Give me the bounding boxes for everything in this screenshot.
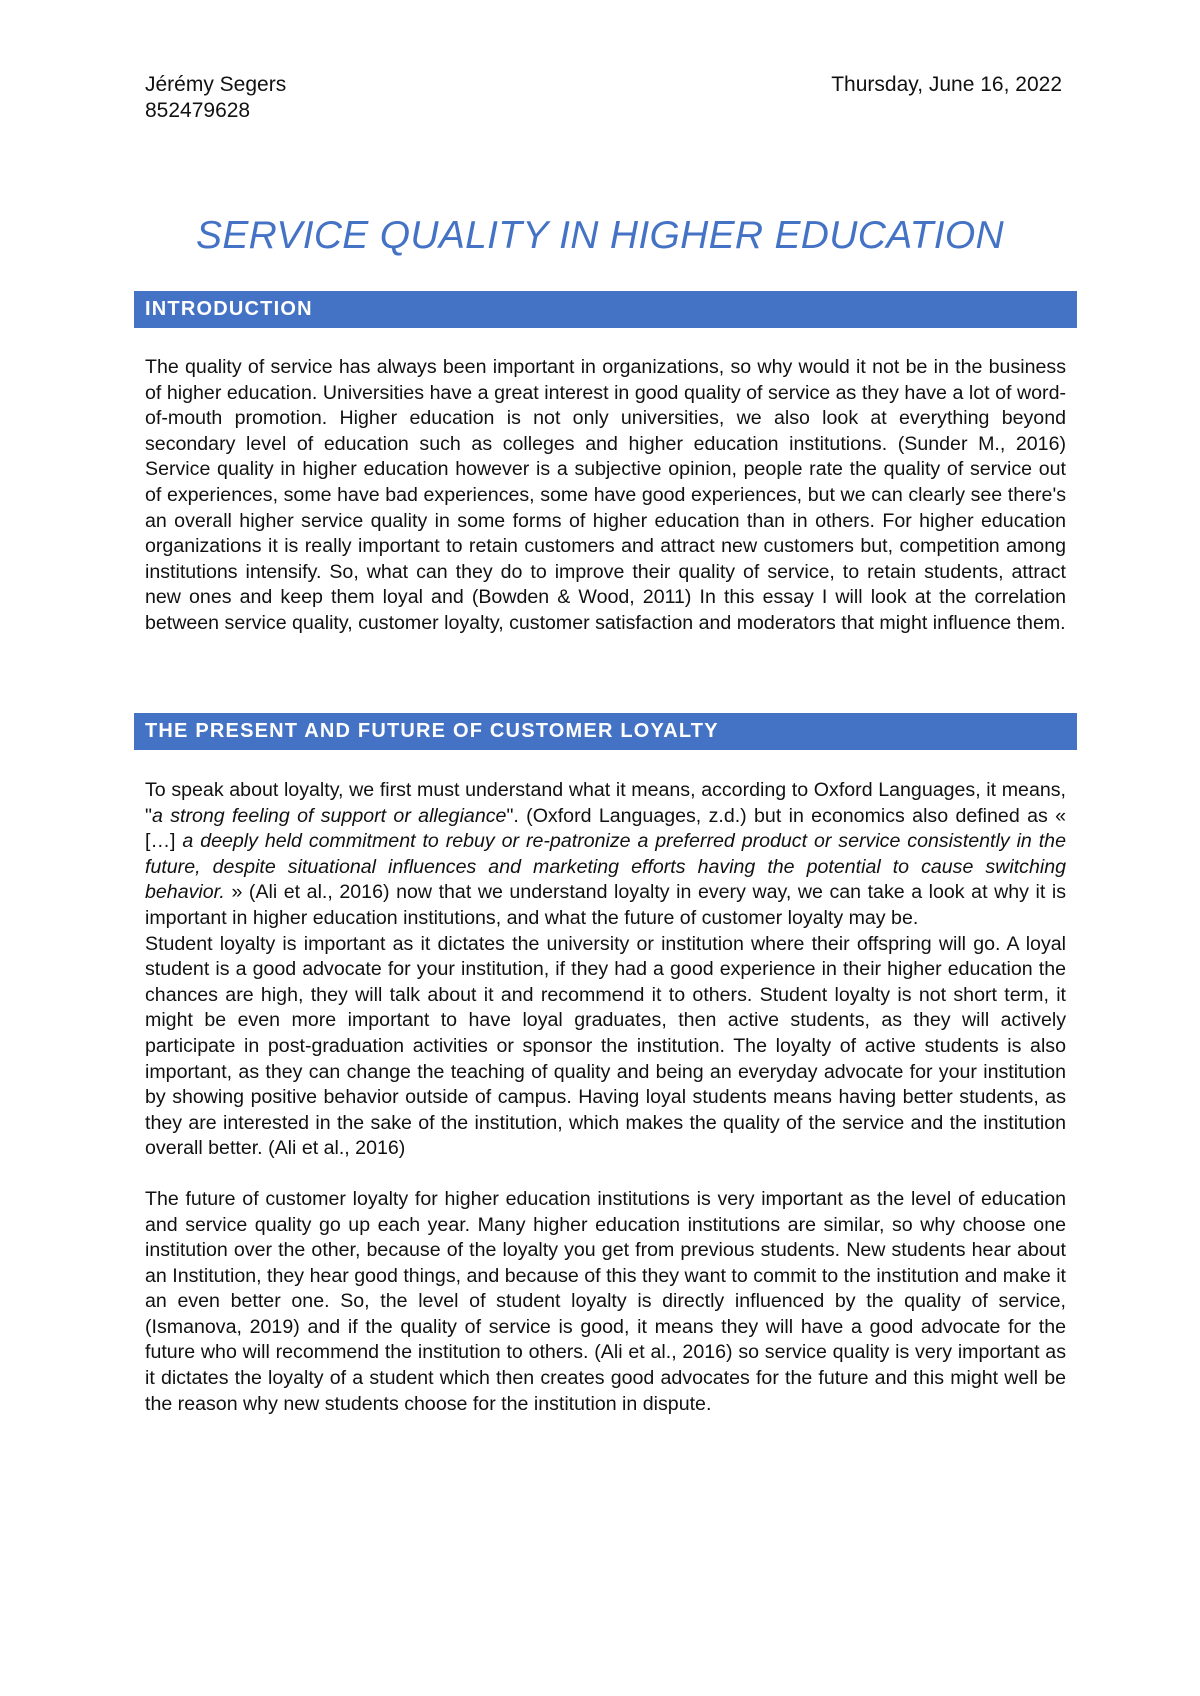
section-heading-introduction: INTRODUCTION bbox=[134, 291, 1077, 328]
paragraph: The quality of service has always been important in organizations, so why would it not be in the business of higher education. Universities have a great interest in good quality of service as they have a lot of word-of-mouth promotion. Higher education is not only universities, we also look at everything beyond secondary level of education such as colleges and higher education institutions. (Sunder M., 2016) Service quality in higher education however is a subjective opinion, people rate the quality of service out of experiences, some have bad experiences, some have good experiences, but we can clearly see there's an overall higher service quality in some forms of higher education than in others. For higher education organizations it is really important to retain customers and attract new customers but, competition among institutions intensify. So, what can they do to improve their quality of service, to retain students, attract new ones and keep them loyal and (Bowden & Wood, 2011) In this essay I will look at the correlation between service quality, customer loyalty, customer satisfaction and moderators that might influence them. bbox=[145, 356, 1066, 634]
header-date: Thursday, June 16, 2022 bbox=[831, 73, 1062, 96]
introduction-body bbox=[145, 355, 1066, 637]
customer-loyalty-body bbox=[145, 778, 1066, 1417]
student-id: 852479628 bbox=[145, 99, 251, 122]
header-left bbox=[145, 72, 286, 124]
section-heading-customer-loyalty: THE PRESENT AND FUTURE OF CUSTOMER LOYALTY bbox=[134, 713, 1077, 750]
paragraph-definition: To speak about loyalty, we first must understand what it means, according to Oxford Languages, it means, "a strong feeling of support or allegiance". (Oxford Languages, z.d.) but in economics also defined as « […] a deeply held commitment to rebuy or re-patronize a preferred product or service consistently in the future, despite situational influences and marketing efforts having the potential to cause switching behavior. » (Ali et al., 2016) now that we understand loyalty in every way, we can take a look at why it is important in higher education institutions, and what the future of customer loyalty may be. bbox=[145, 779, 1066, 929]
author-name: Jérémy Segers bbox=[145, 73, 287, 96]
quote-oxford: a strong feeling of support or allegiance bbox=[151, 804, 507, 827]
quote-definition: a deeply held commitment to rebuy or re-patronize a preferred product or service consistently in the future, despite situational influences and marketing efforts having the potential to cause switching behavior. bbox=[145, 830, 1066, 904]
paragraph-future-loyalty: The future of customer loyalty for higher education institutions is very important as the level of education and service quality go up each year. Many higher education institutions are similar, so why choose one institution over the other, because of the loyalty you get from previous students. New students hear about an Institution, they hear good things, and because of this they want to commit to the institution and make it an even better one. So, the level of student loyalty is directly influenced by the quality of service, (Ismanova, 2019) and if the quality of service is good, it means they will have a good advocate for the future who will recommend the institution to others. (Ali et al., 2016) so service quality is very important as it dictates the loyalty of a student which then creates good advocates for the future and this might well be the reason why new students choose for the institution in dispute. bbox=[145, 1187, 1066, 1415]
paragraph-student-loyalty: Student loyalty is important as it dictates the university or institution where their offspring will go. A loyal student is a good advocate for your institution, if they had a good experience in their higher education the chances are high, they will talk about it and recommend it to others. Student loyalty is not short term, it might be even more important to have loyal graduates, then active students, as they will actively participate in post-graduation activities or sponsor the institution. The loyalty of active students is also important, as they can change the teaching of quality and being an everyday advocate for your institution by showing positive behavior outside of campus. Having loyal students means having better students, as they are interested in the sake of the institution, which makes the quality of the service and the institution overall better. (Ali et al., 2016) bbox=[145, 932, 1066, 1160]
document-title: SERVICE QUALITY IN HIGHER EDUCATION bbox=[196, 214, 1004, 257]
